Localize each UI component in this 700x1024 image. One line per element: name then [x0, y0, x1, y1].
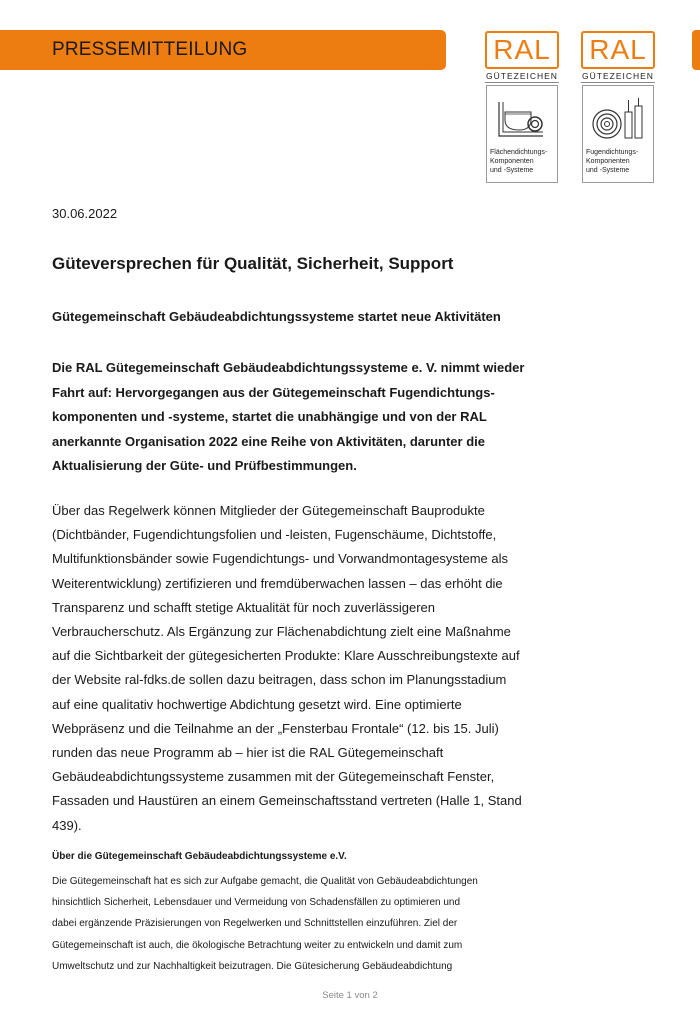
badge-frame — [486, 85, 558, 183]
caption-line: Komponenten — [586, 158, 630, 165]
body-line: der Website ral-fdks.de sollen dazu beitragen, dass schon im Planungsstadium — [52, 672, 507, 688]
lead-paragraph — [52, 356, 592, 479]
about-line: dabei ergänzende Präzisierungen von Regelwerken und Schnittstellen einzuführen. Ziel der — [52, 918, 458, 930]
guetezeichen-label: GÜTEZEICHEN — [582, 71, 654, 81]
lead-line: anerkannte Organisation 2022 eine Reihe von Aktivitäten, darunter die — [52, 433, 485, 449]
caption-line: Komponenten — [490, 158, 534, 165]
press-release-banner — [0, 30, 446, 70]
body-paragraph — [52, 499, 592, 838]
badge-caption — [586, 148, 638, 175]
body-line: Webpräsenz und die Teilnahme an der „Fensterbau Frontale“ (12. bis 15. Juli) — [52, 720, 499, 736]
body-line: (Dichtbänder, Fugendichtungsfolien und -leisten, Fugenschäume, Dichtstoffe, — [52, 527, 497, 543]
joint-sealing-icon — [587, 90, 647, 146]
body-line: Weiterentwicklung) zertifizieren und fremdüberwachen lassen – das erhöht die — [52, 575, 503, 591]
edge-accent-tab — [692, 30, 700, 70]
body-line: auf die Sichtbarkeit der gütegesicherten Produkte: Klare Ausschreibungstexte auf — [52, 648, 520, 664]
divider — [581, 82, 655, 83]
caption-line: und -Systeme — [490, 167, 534, 174]
body-line: runden das neue Programm ab – hier ist die RAL Gütegemeinschaft — [52, 745, 444, 761]
ral-logo: RAL — [581, 31, 655, 69]
about-paragraph — [52, 871, 592, 977]
divider — [485, 82, 559, 83]
page-number: Seite 1 von 2 — [322, 990, 378, 1001]
press-release-label: PRESSEMITTEILUNG — [52, 39, 248, 60]
caption-line: Fugendichtungs- — [586, 149, 639, 156]
document-date: 30.06.2022 — [52, 206, 118, 221]
body-line: Verbraucherschutz. Als Ergänzung zur Flächenabdichtung zielt eine Maßnahme — [52, 624, 511, 640]
about-heading: Über die Gütegemeinschaft Gebäudeabdichtungssysteme e.V. — [52, 851, 347, 862]
badge-frame — [582, 85, 654, 183]
surface-sealing-icon — [491, 90, 551, 146]
body-line: Über das Regelwerk können Mitglieder der Gütegemeinschaft Bauprodukte — [52, 503, 485, 518]
caption-line: und -Systeme — [586, 167, 630, 174]
ral-quality-mark-surface-sealing — [485, 31, 559, 183]
lead-line: Aktualisierung der Güte- und Prüfbestimmungen. — [52, 458, 357, 473]
ral-logo: RAL — [485, 31, 559, 69]
document-title: Güteversprechen für Qualität, Sicherheit, Support — [52, 254, 454, 273]
guetezeichen-label: GÜTEZEICHEN — [486, 71, 558, 81]
ral-quality-mark-joint-sealing — [581, 31, 655, 183]
lead-line: Fahrt auf: Hervorgegangen aus der Gütegemeinschaft Fugendichtungs- — [52, 384, 495, 400]
about-line: Umweltschutz und zur Nachhaltigkeit beizutragen. Die Gütesicherung Gebäudeabdichtung — [52, 960, 453, 972]
lead-line: Die RAL Gütegemeinschaft Gebäudeabdichtungssysteme e. V. nimmt wieder — [52, 360, 525, 375]
caption-line: Flächendichtungs- — [490, 149, 548, 156]
lead-line: komponenten und -systeme, startet die unabhängige und von der RAL — [52, 409, 487, 424]
about-line: Die Gütegemeinschaft hat es sich zur Aufgabe gemacht, die Qualität von Gebäudeabdichtungen — [52, 876, 478, 887]
body-line: Transparenz und schafft stetige Aktualität für noch zuverlässigeren — [52, 599, 435, 615]
body-line: 439). — [52, 817, 82, 833]
body-line: Gebäudeabdichtungssysteme zusammen mit der Gütegemeinschaft Fenster, — [52, 769, 495, 785]
about-line: Gütegemeinschaft ist auch, die ökologische Betrachtung weiter zu entwickeln und damit zum — [52, 939, 463, 951]
body-line: Multifunktionsbänder sowie Fugendichtungs- und Vorwandmontagesysteme als — [52, 551, 508, 567]
body-line: Fassaden und Haustüren an einem Gemeinschaftsstand vertreten (Halle 1, Stand — [52, 793, 522, 809]
body-line: auf eine qualitativ hochwertige Abdichtung gesetzt wird. Eine optimierte — [52, 696, 462, 712]
document-subtitle: Gütegemeinschaft Gebäudeabdichtungssysteme startet neue Aktivitäten — [52, 309, 501, 324]
about-line: hinsichtlich Sicherheit, Lebensdauer und Vermeidung von Schadensfällen zu optimieren und — [52, 897, 461, 909]
badge-caption — [490, 148, 547, 175]
